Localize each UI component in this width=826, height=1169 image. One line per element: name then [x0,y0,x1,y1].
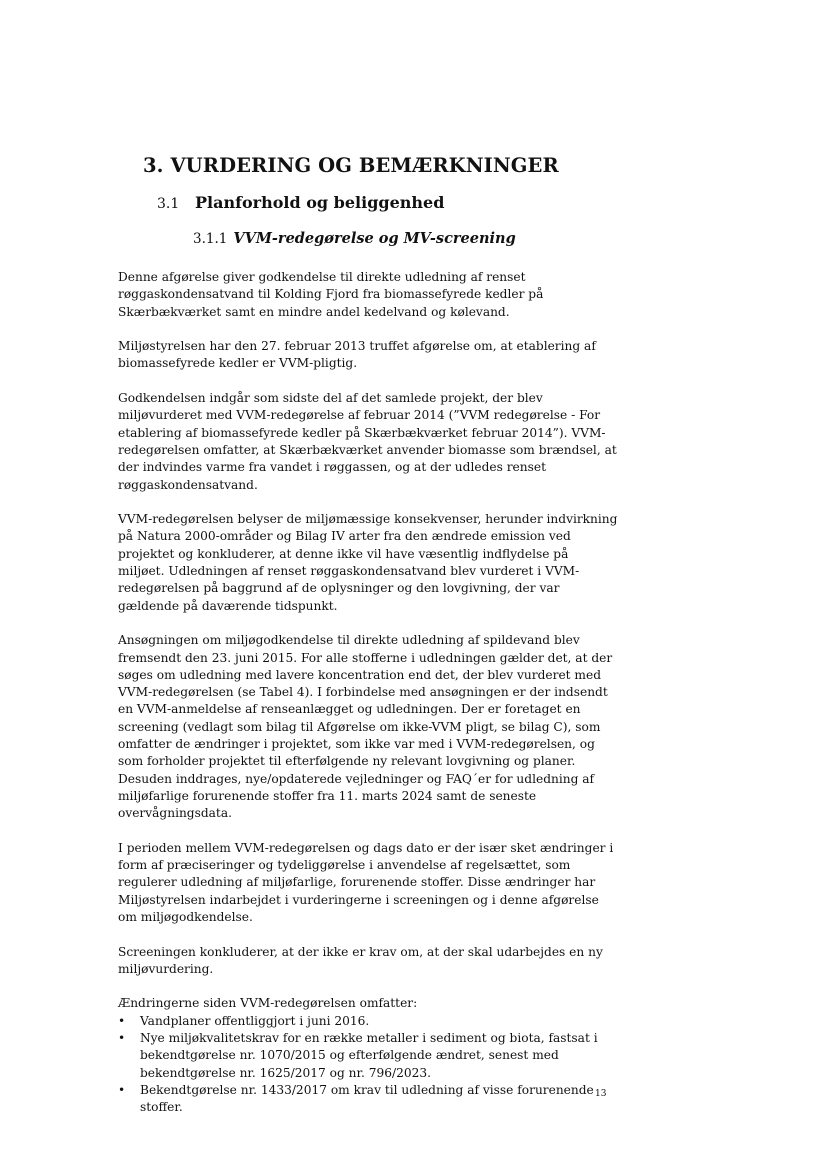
list-item-text: Bekendtgørelse nr. 1433/2017 om krav til udledning af visse forurenende stoffer. [140,1082,594,1115]
subsection-title: Planforhold og beliggenhed [195,193,445,212]
subsubsection-title: VVM-redegørelse og MV-screening [233,230,516,247]
paragraph: Screeningen konkluderer, at der ikke er krav om, at der skal udarbejdes en ny miljøvurdering. [118,944,603,976]
paragraph: Godkendelsen indgår som sidste del af det samlede projekt, der blev miljøvurderet med VVM-redegørelse af februar 2014 (”VVM redegørelse - For etablering af biomassefyrede kedler på Skærbækværket februar 2014”). VVM-redegørelsen omfatter, at Skærbækværket anvender biomasse som brændsel, at der indvindes varme fra vandet i røggassen, og at der udledes renset røggaskondensatvand. [118,391,617,492]
subsection-heading [157,193,444,212]
paragraph: Ansøgningen om miljøgodkendelse til direkte udledning af spildevand blev fremsendt den 23. juni 2015. For alle stofferne i udledningen gælder det, at der søges om udledning med lavere koncentration end det, der blev vurderet med VVM-redegørelsen (se Tabel 4). I forbindelse med ansøgningen er der indsendt en VVM-anmeldelse af renseanlægget og udledningen. Der er foretaget en screening (vedlagt som bilag til Afgørelse om ikke-VVM pligt, se bilag C), som omfatter de ændringer i projektet, som ikke var med i VVM-redegørelsen, og som forholder projektet til efterfølgende ny relevant lovgivning og planer. Desuden inddrages, nye/opdaterede vejledninger og FAQ´er for udledning af miljøfarlige forurenende stoffer fra 11. marts 2024 samt de seneste overvågningsdata. [118,633,613,821]
paragraph: VVM-redegørelsen belyser de miljømæssige konsekvenser, herunder indvirkning på Natura 2000-områder og Bilag IV arter fra den ændrede emission ved projektet og konkluderer, at denne ikke vil have væsentlig indflydelse på miljøet. Udledningen af renset røggaskondensatvand blev vurderet i VVM-redegørelsen på baggrund af de oplysninger og den lovgivning, der var gældende på daværende tidspunkt. [118,512,618,613]
changes-list [118,1013,618,1117]
list-item-text: Vandplaner offentliggjort i juni 2016. [140,1013,370,1028]
list-intro: Ændringerne siden VVM-redegørelsen omfatter: [118,996,418,1011]
list-item [118,1030,618,1082]
body-text [118,269,618,1117]
paragraph: Miljøstyrelsen har den 27. februar 2013 truffet afgørelse om, at etablering af biomassefyrede kedler er VVM-pligtig. [118,339,596,371]
subsection-number: 3.1 [157,196,180,212]
bullet-icon: • [118,1013,126,1028]
list-item [118,1013,618,1030]
paragraph: I perioden mellem VVM-redegørelsen og dags dato er der især sket ændringer i form af præciseringer og tydeliggørelse i anvendelse af regelsættet, som regulerer udledning af miljøfarlige, forurenende stoffer. Disse ændringer har Miljøstyrelsen indarbejdet i vurderingerne i screeningen og i denne afgørelse om miljøgodkendelse. [118,840,614,924]
paragraph: Denne afgørelse giver godkendelse til direkte udledning af renset røggaskondensatvand til Kolding Fjord fra biomassefyrede kedler på Skærbækværket samt en mindre andel kedelvand og kølevand. [118,270,544,319]
subsubsection-number: 3.1.1 [193,231,228,247]
bullet-icon: • [118,1031,126,1046]
bullet-icon: • [118,1082,126,1097]
page-number: 13 [595,1089,607,1099]
subsubsection-heading [193,230,516,247]
section-heading: 3. VURDERING OG BEMÆRKNINGER [143,154,559,177]
list-item [118,1082,618,1117]
list-item-text: Nye miljøkvalitetskrav for en række metaller i sediment og biota, fastsat i bekendtgørelse nr. 1070/2015 og efterfølgende ændret, senest med bekendtgørelse nr. 1625/2017 og nr. 796/2023. [140,1031,598,1080]
